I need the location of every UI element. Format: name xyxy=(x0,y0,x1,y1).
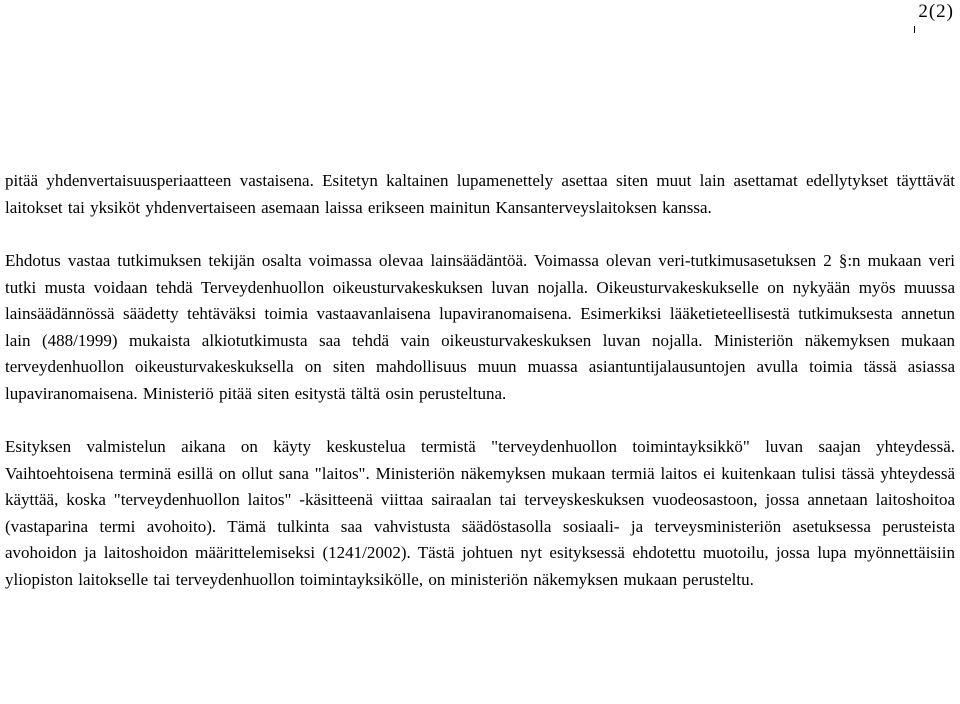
document-body xyxy=(5,168,955,593)
paragraph-2: Ehdotus vastaa tutkimuksen tekijän osalta voimassa olevaa lainsäädäntöä. Voimassa olevan veri-tutkimusasetuksen 2 §:n mukaan veri tutki musta voidaan tehdä Terveydenhuollon oikeusturvakeskuksen luvan nojalla. Oikeusturvakeskukselle on nykyään myös muussa lainsäädännössä säädetty tehtäväksi toimia vastaavanlaisena lupaviranomaisena. Esimerkiksi lääketieteellisestä tutkimuksesta annetun lain (488/1999) mukaista alkiotutkimusta saa tehdä vain oikeusturvakeskuksen luvan nojalla. Ministeriön näkemyksen mukaan terveydenhuollon oikeusturvakeskuksella on siten mahdollisuus muun muassa asiantuntijalausuntojen avulla toimia tässä asiassa lupaviranomaisena. Ministeriö pitää siten esitystä tältä osin perusteltuna. xyxy=(5,251,955,403)
page-number: 2(2) xyxy=(918,1,954,22)
page-number-tick-mark xyxy=(914,26,915,33)
paragraph-1: pitää yhdenvertaisuusperiaatteen vastaisena. Esitetyn kaltainen lupamenettely asettaa siten muut lain asettamat edellytykset täyttävät laitokset tai yksiköt yhdenvertaiseen asemaan laissa erikseen mainitun Kansanterveyslaitoksen kanssa. xyxy=(5,171,955,217)
paragraph-3: Esityksen valmistelun aikana on käyty keskustelua termistä "terveydenhuollon toimintayksikkö" luvan saajan yhteydessä. Vaihtoehtoisena terminä esillä on ollut sana "laitos". Ministeriön näkemyksen mukaan termiä laitos ei kuitenkaan tulisi tässä yhteydessä käyttää, koska "terveydenhuollon laitos" -käsitteenä viittaa sairaalan tai terveyskeskuksen vuodeosastoon, jossa annetaan laitoshoitoa (vastaparina termi avohoito). Tämä tulkinta saa vahvistusta säädöstasolla sosiaali- ja terveysministeriön asetuksessa perusteista avohoidon ja laitoshoidon määrittelemiseksi (1241/2002). Tästä johtuen nyt esityksessä ehdotettu muotoilu, jossa lupa myönnettäisiin yliopiston laitokselle tai terveydenhuollon toimintayksikölle, on ministeriön näkemyksen mukaan perusteltu. xyxy=(5,437,955,589)
